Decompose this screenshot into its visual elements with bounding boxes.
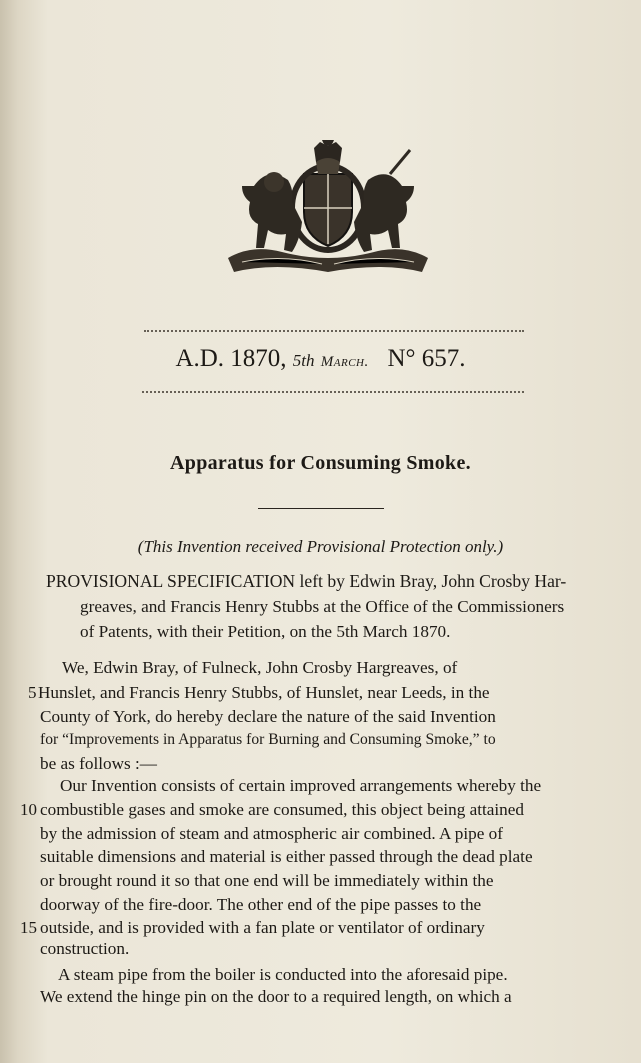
- wavy-rule-bottom: [142, 391, 524, 393]
- body-line: County of York, do hereby declare the nature of the said Invention: [40, 707, 496, 726]
- line-number: 5: [28, 683, 37, 702]
- body-line: We extend the hinge pin on the door to a required length, on which a: [40, 987, 512, 1006]
- body-line: suitable dimensions and material is either passed through the dead plate: [40, 847, 533, 866]
- document-title: Apparatus for Consuming Smoke.: [170, 452, 471, 474]
- body-line: A steam pipe from the boiler is conducted into the aforesaid pipe.: [58, 965, 508, 984]
- year-label: A.D. 1870,: [175, 345, 287, 372]
- body-line: PROVISIONAL SPECIFICATION left by Edwin Bray, John Crosby Har-: [46, 571, 567, 591]
- body-line: Hunslet, and Francis Henry Stubbs, of Hunslet, near Leeds, in the: [38, 683, 490, 702]
- body-line: construction.: [40, 939, 130, 958]
- line-number: 15: [20, 918, 37, 937]
- wavy-rule-top: [144, 330, 524, 332]
- body-line: for “Improvements in Apparatus for Burning and Consuming Smoke,” to: [40, 731, 496, 748]
- body-line: Our Invention consists of certain improved arrangements whereby the: [60, 776, 542, 795]
- body-line: outside, and is provided with a fan plate or ventilator of ordinary: [40, 918, 485, 937]
- date-month: March.: [320, 354, 369, 370]
- body-line: doorway of the fire-door. The other end of the pipe passes to the: [40, 895, 482, 914]
- patent-header: [0, 345, 641, 373]
- body-line: be as follows :—: [40, 754, 157, 773]
- line-number: 10: [20, 800, 37, 819]
- royal-coat-of-arms-icon: [222, 140, 434, 278]
- short-divider: [258, 508, 384, 509]
- protection-note: (This Invention received Provisional Protection only.): [137, 537, 504, 556]
- body-line: greaves, and Francis Henry Stubbs at the Office of the Commissioners: [80, 597, 565, 616]
- body-line: by the admission of steam and atmospheric air combined. A pipe of: [40, 824, 504, 843]
- body-line: We, Edwin Bray, of Fulneck, John Crosby Hargreaves, of: [62, 658, 458, 677]
- patent-number: N° 657.: [387, 345, 466, 372]
- body-line: of Patents, with their Petition, on the 5th March 1870.: [80, 622, 451, 641]
- body-line: or brought round it so that one end will be immediately within the: [40, 871, 494, 890]
- date-day: 5th: [292, 351, 315, 370]
- body-line: combustible gases and smoke are consumed, this object being attained: [40, 800, 524, 819]
